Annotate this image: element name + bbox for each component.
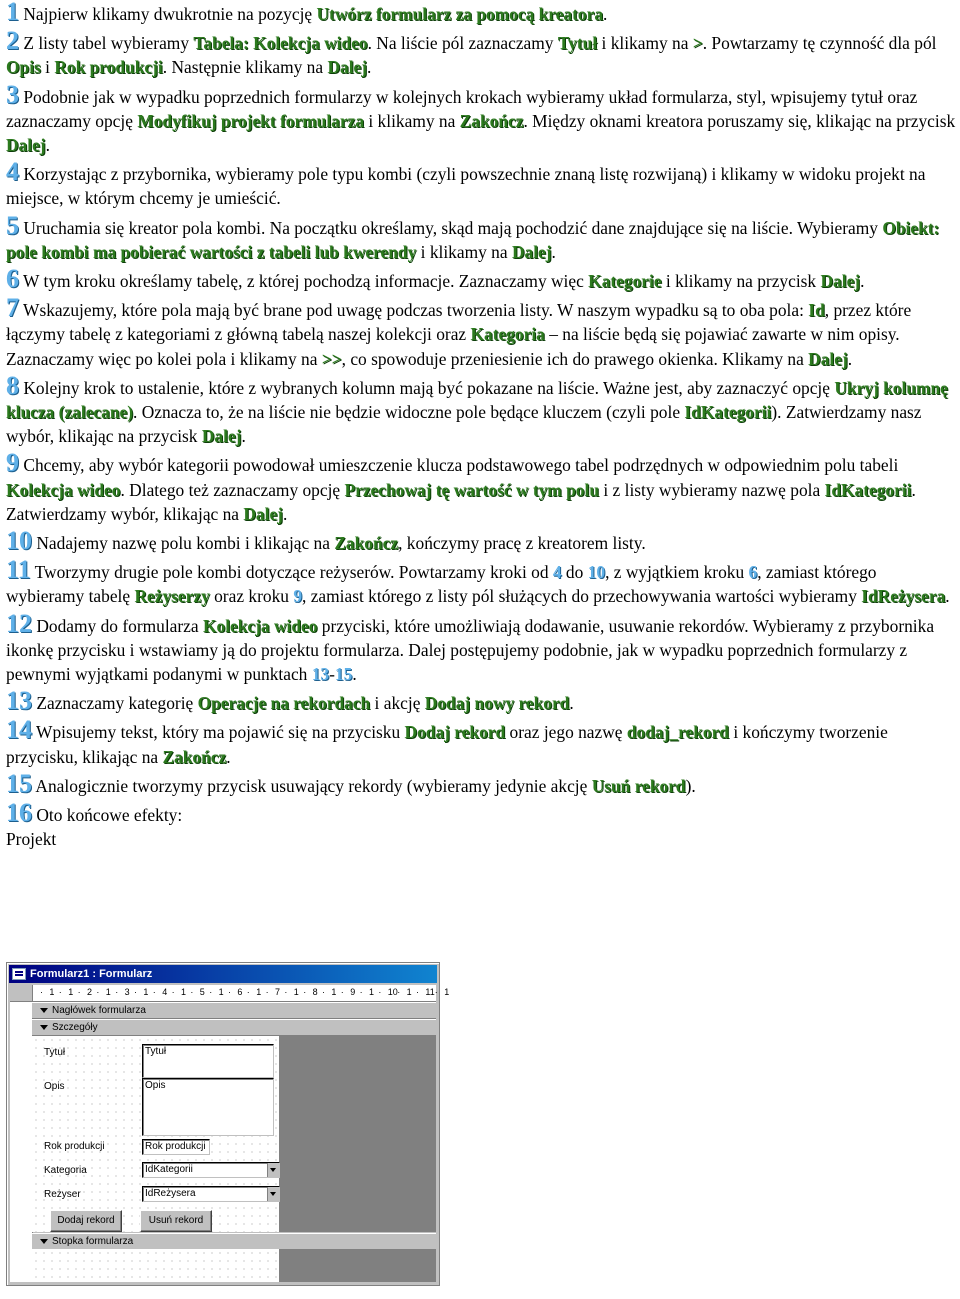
highlighted-term: 10 (587, 562, 606, 583)
highlighted-term: 13 (311, 664, 330, 685)
highlighted-term: 9 (293, 586, 303, 607)
step-number: 12 (6, 608, 32, 638)
highlighted-term: Tytuł (557, 33, 598, 54)
highlighted-term: Zakończ (459, 110, 524, 131)
projekt-label: Projekt (6, 829, 57, 850)
step-text: , co spowoduje przeniesienie ich do prawego okienka. Klikamy na (341, 348, 809, 369)
step-text: Nadajemy nazwę polu kombi i klikając na (36, 533, 335, 554)
step-text: . Na liście pól zaznaczamy (367, 33, 558, 54)
highlighted-term: 15 (334, 664, 353, 685)
step-text: Korzystając z przybornika, wybieramy pole typu kombi (czyli powszechnie znaną listę rozwijaną) i klikamy w widoku projekt na miejsce, w którym chcemy je umieścić. (6, 164, 926, 209)
highlighted-term: Dalej (820, 271, 861, 292)
step-text: oraz jego nazwę (505, 722, 627, 743)
ruler-tick: 9 (350, 987, 356, 997)
highlighted-term: Zakończ (334, 533, 399, 554)
horizontal-ruler (10, 985, 450, 1002)
highlighted-term: dodaj_rekord (626, 722, 729, 743)
section-footer-band[interactable] (32, 1233, 436, 1250)
ruler-tick: · (434, 987, 438, 997)
step-text: . Zatwierdzamy wybór, klikając na (6, 479, 916, 524)
step-number: 6 (6, 264, 19, 294)
highlighted-term: Dodaj rekord (404, 722, 506, 743)
ruler-tick: 1 (331, 987, 337, 997)
ruler-tick: 4 (162, 987, 168, 997)
instructions (6, 2, 956, 850)
step-text: Z listy tabel wybieramy (23, 33, 194, 54)
step-number: 16 (6, 798, 32, 828)
section-arrow-icon (40, 1025, 48, 1030)
step-text: i z listy wybieramy nazwę pola (599, 479, 825, 500)
ruler-tick: · (378, 987, 382, 997)
ruler-tick: 5 (199, 987, 205, 997)
ruler-tick: 7 (275, 987, 281, 997)
step-text: , przez które łączymy tabelę z kategoriami z główną tabelą naszej kolekcji oraz (6, 300, 912, 345)
step-text: – na liście będą się pojawiać zawarte w nim opisy. Zaznaczamy więc po kolei pola i klikamy na (6, 324, 900, 369)
chevron-down-icon[interactable] (267, 1187, 279, 1201)
step-number: 11 (6, 555, 31, 585)
ruler-tick: 10 (387, 987, 398, 997)
highlighted-term: Dalej (808, 348, 848, 369)
step-16 (6, 798, 956, 828)
step-text: . (226, 746, 231, 767)
label-director[interactable]: Reżyser (44, 1189, 81, 1200)
highlighted-term: >> (321, 348, 342, 369)
vertical-ruler (10, 1002, 33, 1282)
highlighted-term: Operacje na rekordach (197, 693, 371, 714)
highlighted-term: Dalej (201, 426, 242, 447)
step-text: . (945, 586, 950, 607)
highlighted-term: Id (808, 300, 825, 321)
ruler-tick: · (171, 987, 175, 997)
ruler-tick: 2 (87, 987, 93, 997)
step-text: - (329, 664, 335, 685)
step-text: . Powtarzamy tę czynność dla pól (702, 33, 937, 54)
ruler-tick: · (340, 987, 344, 997)
field-title[interactable]: Tytuł (142, 1044, 274, 1078)
section-header-label: Nagłówek formularza (52, 1005, 146, 1016)
step-text: Wpisujemy tekst, który ma pojawić się na przycisku (36, 722, 405, 743)
field-year[interactable]: Rok produkcji (142, 1139, 210, 1155)
step-14 (6, 715, 956, 768)
ruler-tick: · (209, 987, 213, 997)
step-7 (6, 293, 956, 371)
section-arrow-icon (40, 1008, 48, 1013)
combo-director-value: IdReżysera (145, 1188, 196, 1199)
ruler-tick: · (303, 987, 307, 997)
step-text: . (569, 693, 574, 714)
step-text: Chcemy, aby wybór kategorii powodował umieszczenie klucza podstawowego tabel podrzędnych w odpowiednim polu tabeli (23, 455, 899, 476)
ruler-tick: · (416, 987, 419, 997)
highlighted-term: Kolekcja wideo (6, 479, 121, 500)
ruler-tick: · (359, 987, 363, 997)
step-number: 1 (6, 0, 19, 26)
highlighted-term: Usuń rekord (591, 775, 686, 796)
ruler-tick: · (284, 987, 288, 997)
step-number: 10 (6, 526, 32, 556)
step-text: , z wyjątkiem kroku (605, 562, 749, 583)
ruler-tick: 11 (425, 987, 435, 997)
label-title[interactable]: Tytuł (44, 1047, 66, 1058)
highlighted-term: Dalej (243, 503, 283, 524)
step-6 (6, 264, 956, 294)
ruler-tick: · (40, 987, 43, 997)
highlighted-term: Kategorie (588, 271, 662, 292)
step-text: , kończymy pracę z kreatorem listy. (398, 533, 646, 554)
step-text: przyciski, które umożliwiają dodawanie, usuwanie rekordów. Wybieramy z przybornika ikonkę przycisku i wstawiamy ją do projektu formularza. Dalej postępujemy podobnie, jak w wypadku poprzednich formularzy z pewnymi wyjątkami podanymi w punktach (6, 615, 935, 685)
detail-empty-area (279, 1036, 436, 1232)
highlighted-term: Obiekt: pole kombi ma pobierać wartości z tabeli lub kwerendy (6, 217, 940, 262)
step-8 (6, 370, 956, 449)
step-number: 3 (6, 79, 19, 109)
highlighted-term: 6 (748, 562, 758, 583)
step-text: . Między oknami kreatora poruszamy się, klikając na przycisk (523, 110, 956, 131)
ruler-tick: · (152, 987, 156, 997)
step-text: , zamiast którego wybieramy tabelę (6, 562, 877, 607)
form-icon (12, 968, 26, 980)
step-13 (6, 686, 956, 716)
add-record-button[interactable]: Dodaj rekord (50, 1210, 122, 1232)
step-text: Zaznaczamy kategorię (36, 693, 198, 714)
window-titlebar[interactable] (9, 965, 437, 983)
label-year[interactable]: Rok produkcji (44, 1141, 105, 1152)
step-number: 7 (6, 293, 19, 323)
highlighted-term: Utwórz formularz za pomocą kreatora (316, 4, 604, 24)
step-text: do (561, 562, 588, 583)
ruler-tick: · (115, 987, 119, 997)
section-detail-band[interactable] (32, 1019, 436, 1036)
ruler-tick: · (246, 987, 250, 997)
combo-category[interactable] (142, 1162, 280, 1178)
step-text: Tworzymy drugie pole kombi dotyczące reżyserów. Powtarzamy kroki od (34, 562, 553, 583)
highlighted-term: Kategoria (470, 324, 545, 345)
step-text: . (847, 348, 853, 369)
step-text: Oto końcowe efekty: (36, 805, 183, 826)
step-text: . (367, 57, 372, 78)
step-number: 15 (6, 768, 32, 798)
step-text: . (603, 4, 608, 24)
step-number: 14 (6, 715, 32, 745)
field-desc[interactable]: Opis (142, 1078, 274, 1136)
highlighted-term: IdReżysera (861, 586, 946, 607)
highlighted-term: Tabela: Kolekcja wideo (193, 33, 368, 54)
step-number: 2 (6, 26, 19, 56)
ruler-tick: · (58, 987, 62, 997)
step-text: Analogicznie tworzymy przycisk usuwający rekordy (wybieramy jedynie akcję (35, 775, 592, 796)
step-text: i (40, 57, 55, 78)
highlighted-term: Zakończ (162, 746, 227, 767)
step-text: . Dlatego też zaznaczamy opcję (120, 479, 345, 500)
step-3 (6, 79, 956, 158)
step-10 (6, 526, 956, 556)
step-11 (6, 555, 956, 608)
step-text: . (282, 503, 288, 524)
section-footer-label: Stopka formularza (52, 1236, 134, 1247)
ruler-tick: 1 (444, 987, 450, 997)
step-text: ). Zatwierdzamy nasz wybór, klikając na przycisk (6, 402, 922, 447)
window-title: Formularz1 : Formularz (30, 968, 153, 980)
step-text: i akcję (370, 693, 425, 714)
ruler-tick: 1 (218, 987, 224, 997)
step-2 (6, 26, 956, 79)
highlighted-term: > (692, 33, 703, 54)
ruler-tick: 1 (143, 987, 149, 997)
step-text: i klikamy na (364, 110, 460, 131)
highlighted-term: Rok produkcji (54, 57, 163, 78)
detail-section[interactable] (32, 1036, 436, 1232)
highlighted-term: 4 (552, 562, 562, 583)
highlighted-term: Opis (6, 57, 41, 78)
ruler-tick: 1 (68, 987, 74, 997)
step-12 (6, 608, 956, 687)
ruler-tick: · (228, 987, 231, 997)
footer-grid[interactable] (32, 1249, 279, 1282)
section-arrow-icon (40, 1239, 48, 1244)
step-number: 13 (6, 686, 32, 716)
step-text: Uruchamia się kreator pola kombi. Na początku określamy, skąd mają pochodzić dane znajdujące się na liście. Wybieramy (23, 217, 883, 238)
ruler-tick: 6 (237, 987, 243, 997)
step-text: Wskazujemy, które pola mają być brane pod uwagę podczas tworzenia listy. W naszym wypadku są to oba pola: (23, 300, 809, 321)
step-text: i klikamy na (416, 241, 512, 262)
highlighted-term: Reżyserzy (134, 586, 210, 607)
ruler-tick: 1 (293, 987, 299, 997)
step-text: . (352, 664, 357, 685)
section-header-band[interactable] (32, 1002, 436, 1019)
step-text: Kolejny krok to ustalenie, które z wybranych kolumn mają być pokazane na liście. Ważne jest, aby zaznaczyć opcję (23, 377, 835, 398)
ruler-tick: 1 (369, 987, 375, 997)
ruler-tick: · (77, 987, 81, 997)
highlighted-term: Dodaj nowy rekord (424, 693, 570, 714)
step-number: 5 (6, 210, 19, 240)
step-text: . (860, 271, 865, 292)
step-text: W tym kroku określamy tabelę, z której pochodzą informacje. Zaznaczamy więc (23, 271, 589, 292)
section-detail-label: Szczegóły (52, 1022, 98, 1033)
combo-category-value: IdKategorii (145, 1164, 193, 1175)
highlighted-term: IdKategorii (684, 402, 772, 423)
ruler-tick: · (265, 987, 269, 997)
highlighted-term: Modyfikuj projekt formularza (137, 110, 365, 131)
ruler-tick: 1 (181, 987, 187, 997)
ruler-tick: · (190, 987, 194, 997)
step-text: . (45, 135, 50, 156)
ruler-tick: · (134, 987, 137, 997)
ruler-tick: · (322, 987, 325, 997)
highlighted-term: Dalej (6, 135, 46, 156)
step-4 (6, 157, 956, 210)
highlighted-term: Ukryj kolumnę klucza (zalecane) (6, 377, 948, 423)
ruler-tick: 8 (312, 987, 318, 997)
ruler-tick: 1 (406, 987, 412, 997)
ruler-tick: 1 (49, 987, 55, 997)
step-text: . Następnie klikamy na (162, 57, 328, 78)
ruler-corner[interactable] (10, 985, 33, 1001)
ruler-tick: · (397, 987, 401, 997)
step-15 (6, 768, 956, 798)
chevron-down-icon[interactable] (267, 1163, 279, 1177)
step-1 (6, 2, 956, 26)
ruler-tick: 1 (256, 987, 262, 997)
highlighted-term: Przechowaj tę wartość w tym polu (344, 479, 600, 500)
step-text: . (551, 241, 556, 262)
step-number: 8 (6, 370, 19, 400)
label-desc[interactable]: Opis (44, 1081, 65, 1092)
step-text: ). (685, 775, 696, 796)
step-text: i klikamy na (597, 33, 693, 54)
step-number: 9 (6, 448, 19, 478)
step-text: Podobnie jak w wypadku poprzednich formularzy w kolejnych krokach wybieramy układ formularza, styl, wpisujemy tytuł oraz zaznaczamy opcję (6, 86, 918, 131)
step-5 (6, 210, 956, 264)
step-text: oraz kroku (209, 586, 294, 607)
step-text: i kończymy tworzenie przycisku, klikając na (6, 722, 888, 767)
highlighted-term: Kolekcja wideo (202, 615, 318, 636)
ruler-tick: 1 (105, 987, 111, 997)
step-text: , zamiast którego z listy pól służących do przechowywania wartości wybieramy (302, 586, 862, 607)
step-text: Najpierw klikamy dwukrotnie na pozycję (23, 4, 317, 24)
highlighted-term: IdKategorii (824, 479, 912, 500)
combo-director[interactable] (142, 1186, 280, 1202)
step-number: 4 (6, 157, 19, 187)
step-9 (6, 448, 956, 526)
label-category[interactable]: Kategoria (44, 1165, 87, 1176)
step-text: . Oznacza to, że na liście nie będzie widoczne pole będące kluczem (czyli pole (133, 402, 685, 423)
step-text: . (241, 426, 246, 447)
ruler-tick: · (96, 987, 100, 997)
ruler-tick: 3 (124, 987, 130, 997)
footer-section (32, 1249, 436, 1282)
delete-record-button[interactable]: Usuń rekord (140, 1210, 212, 1232)
highlighted-term: Dalej (511, 241, 552, 262)
highlighted-term: Dalej (327, 57, 368, 78)
step-text: Dodamy do formularza (36, 615, 203, 636)
step-text: i klikamy na przycisk (661, 271, 821, 292)
form-design-window (6, 962, 450, 1286)
